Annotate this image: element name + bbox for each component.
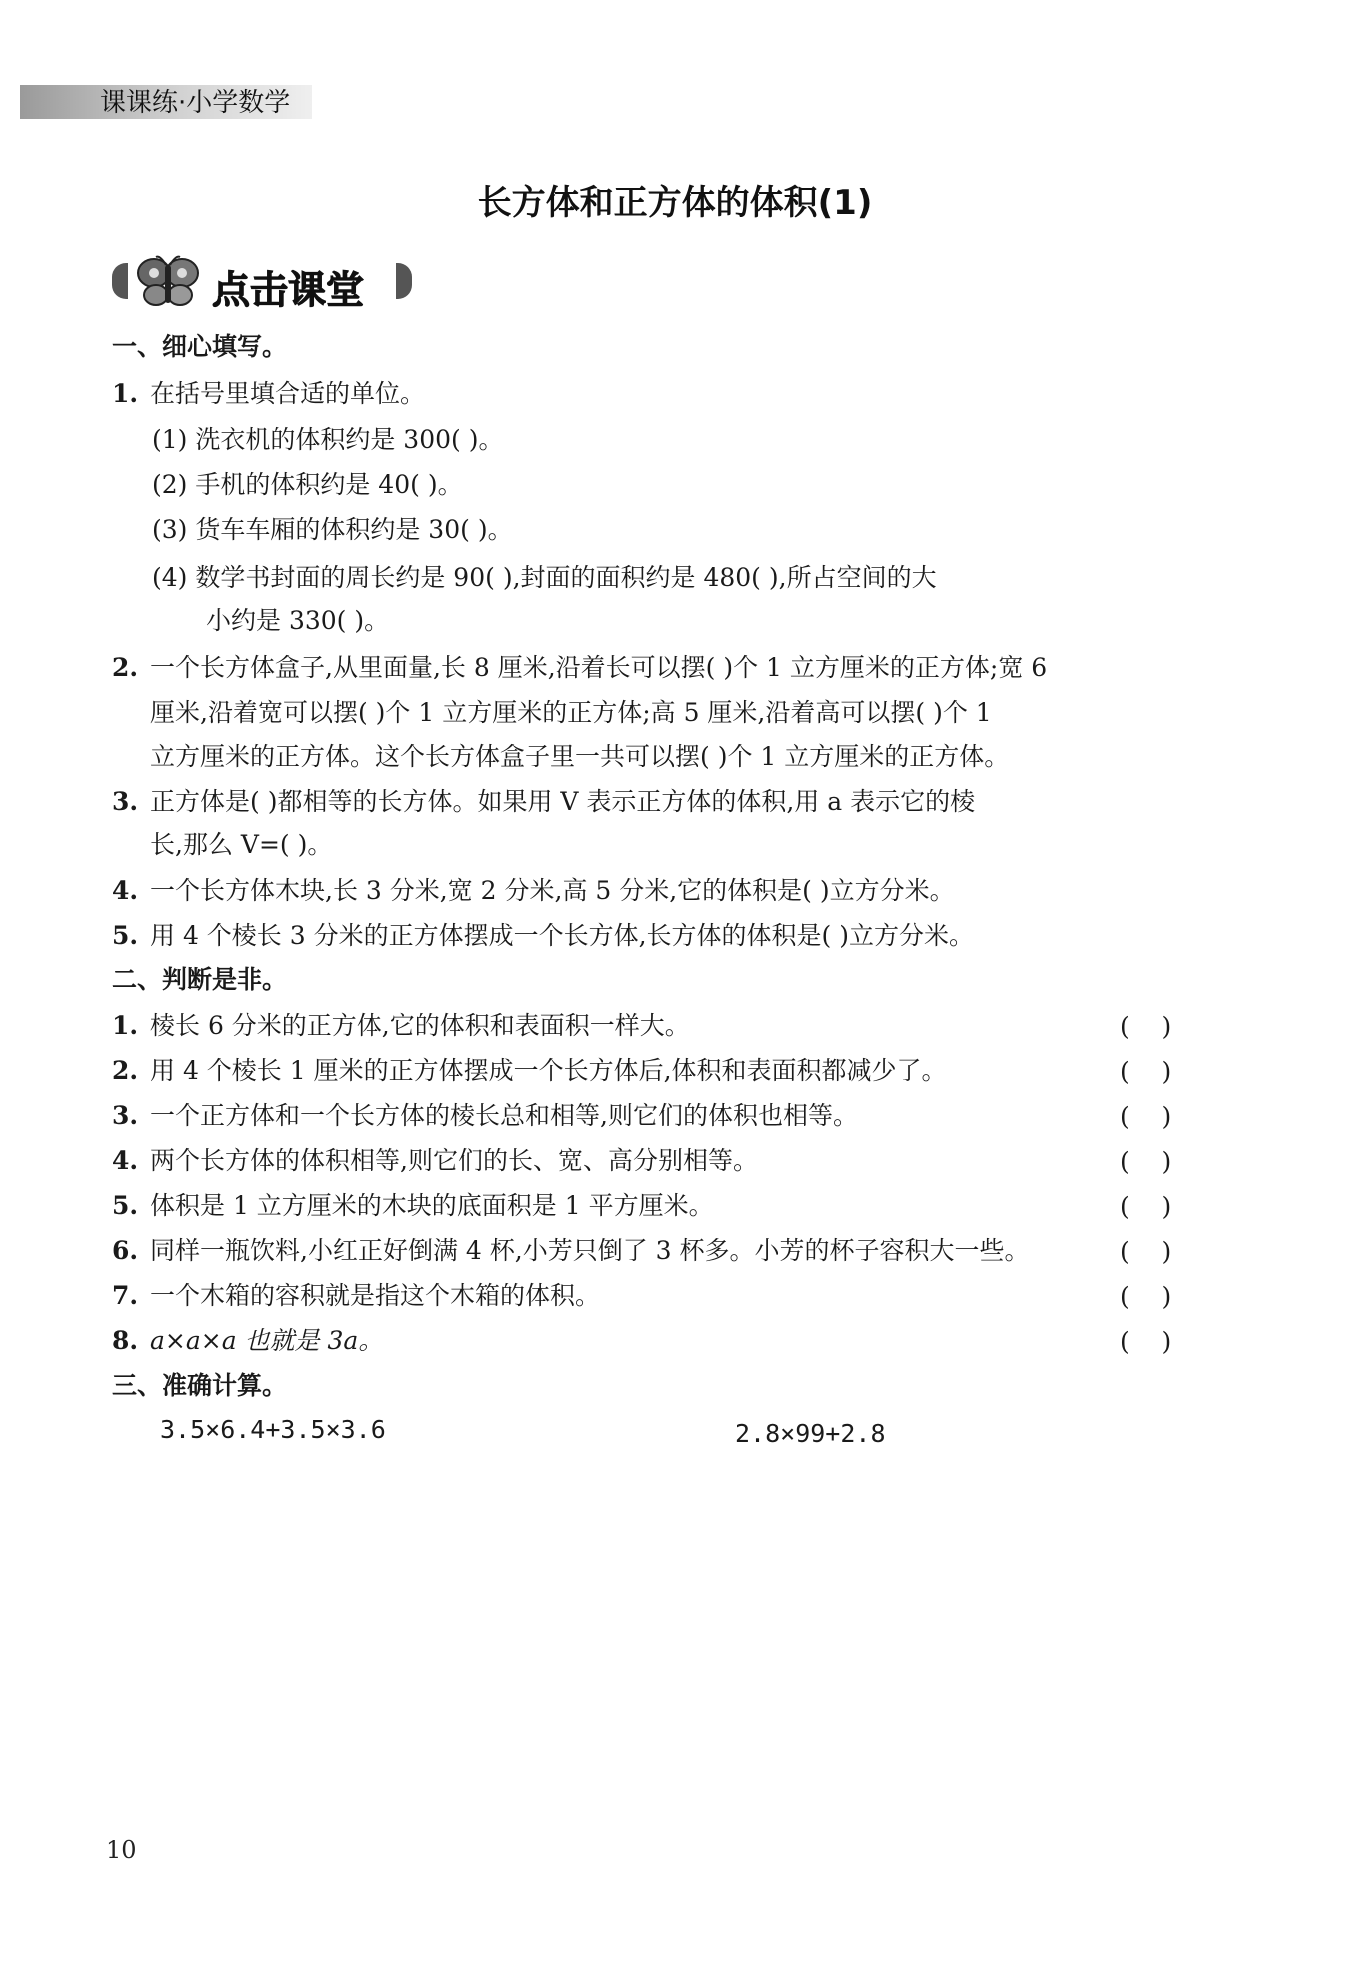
question-line: 厘米,沿着宽可以摆( )个 1 立方厘米的正方体;高 5 厘米,沿着高可以摆( )个 1 [150, 698, 992, 727]
question-number: 1. [112, 379, 139, 408]
judge-text: 一个木箱的容积就是指这个木箱的体积。 [150, 1281, 601, 1310]
series-header: 课课练·小学数学 [100, 88, 291, 118]
judge-item [112, 1190, 714, 1222]
q1-item-2: (2) 手机的体积约是 40( )。 [152, 470, 463, 499]
butterfly-icon [134, 253, 202, 311]
banner-label: 点击课堂 [212, 268, 365, 312]
question-2 [112, 652, 1047, 684]
q1-item-4: (4) 数学书封面的周长约是 90( ),封面的面积约是 480( ),所占空间的大 [152, 563, 937, 592]
question-number: 8. [112, 1326, 139, 1355]
question-3 [112, 786, 975, 818]
q1-item-1: (1) 洗衣机的体积约是 300( )。 [152, 425, 504, 454]
judge-item [112, 1010, 690, 1042]
question-number: 1. [112, 1011, 139, 1040]
question-number: 2. [112, 653, 139, 682]
answer-parentheses: ( ) [1120, 1102, 1172, 1131]
answer-parentheses: ( ) [1120, 1327, 1172, 1356]
judge-item [112, 1280, 600, 1312]
question-line: 一个长方体盒子,从里面量,长 8 厘米,沿着长可以摆( )个 1 立方厘米的正方体;宽 6 [150, 653, 1048, 682]
question-number: 3. [112, 1101, 139, 1130]
section1-heading: 一、细心填写。 [112, 332, 288, 361]
judge-item [112, 1325, 383, 1357]
question-line: 长,那么 V=( )。 [150, 830, 333, 859]
q1-item-4-cont: 小约是 330( )。 [206, 606, 390, 635]
question-number: 4. [112, 1146, 139, 1175]
judge-text: 两个长方体的体积相等,则它们的长、宽、高分别相等。 [150, 1146, 758, 1175]
judge-item [112, 1235, 1030, 1267]
section2-heading: 二、判断是非。 [112, 965, 288, 994]
answer-parentheses: ( ) [1120, 1012, 1172, 1041]
question-4 [112, 875, 955, 907]
judge-text: 棱长 6 分米的正方体,它的体积和表面积一样大。 [150, 1011, 690, 1040]
answer-parentheses: ( ) [1120, 1237, 1172, 1266]
answer-parentheses: ( ) [1120, 1147, 1172, 1176]
question-stem: 在括号里填合适的单位。 [150, 379, 426, 408]
question-number: 2. [112, 1056, 139, 1085]
banner-bracket-right [396, 263, 412, 299]
question-text: 一个长方体木块,长 3 分米,宽 2 分米,高 5 分米,它的体积是( )立方分米。 [150, 876, 955, 905]
answer-parentheses: ( ) [1120, 1282, 1172, 1311]
judge-item [112, 1100, 858, 1132]
section3-heading: 三、准确计算。 [112, 1371, 288, 1400]
question-number: 4. [112, 876, 139, 905]
page-number: 10 [106, 1836, 137, 1864]
banner-bracket-left [112, 263, 128, 299]
calc-expression-1: 3.5×6.4+3.5×3.6 [160, 1415, 386, 1444]
judge-text: 同样一瓶饮料,小红正好倒满 4 杯,小芳只倒了 3 杯多。小芳的杯子容积大一些。 [150, 1236, 1030, 1265]
question-number: 5. [112, 921, 139, 950]
question-number: 6. [112, 1236, 139, 1265]
calc-expression-2: 2.8×99+2.8 [735, 1419, 886, 1448]
question-text: 用 4 个棱长 3 分米的正方体摆成一个长方体,长方体的体积是( )立方分米。 [150, 921, 975, 950]
judge-text: 体积是 1 立方厘米的木块的底面积是 1 平方厘米。 [150, 1191, 714, 1220]
question-5 [112, 920, 974, 952]
question-number: 3. [112, 787, 139, 816]
page-title: 长方体和正方体的体积(1) [477, 183, 873, 223]
q1-item-3: (3) 货车车厢的体积约是 30( )。 [152, 515, 513, 544]
answer-parentheses: ( ) [1120, 1057, 1172, 1086]
judge-item [112, 1145, 758, 1177]
question-number: 7. [112, 1281, 139, 1310]
question-line: 立方厘米的正方体。这个长方体盒子里一共可以摆( )个 1 立方厘米的正方体。 [150, 742, 1010, 771]
question-line: 正方体是( )都相等的长方体。如果用 V 表示正方体的体积,用 a 表示它的棱 [150, 787, 976, 816]
answer-parentheses: ( ) [1120, 1192, 1172, 1221]
question-number: 5. [112, 1191, 139, 1220]
judge-text: 一个正方体和一个长方体的棱长总和相等,则它们的体积也相等。 [150, 1101, 858, 1130]
judge-text: a×a×a 也就是 3a。 [150, 1326, 384, 1355]
judge-item [112, 1055, 947, 1087]
question-1 [112, 378, 425, 410]
judge-text: 用 4 个棱长 1 厘米的正方体摆成一个长方体后,体积和表面积都减少了。 [150, 1056, 947, 1085]
